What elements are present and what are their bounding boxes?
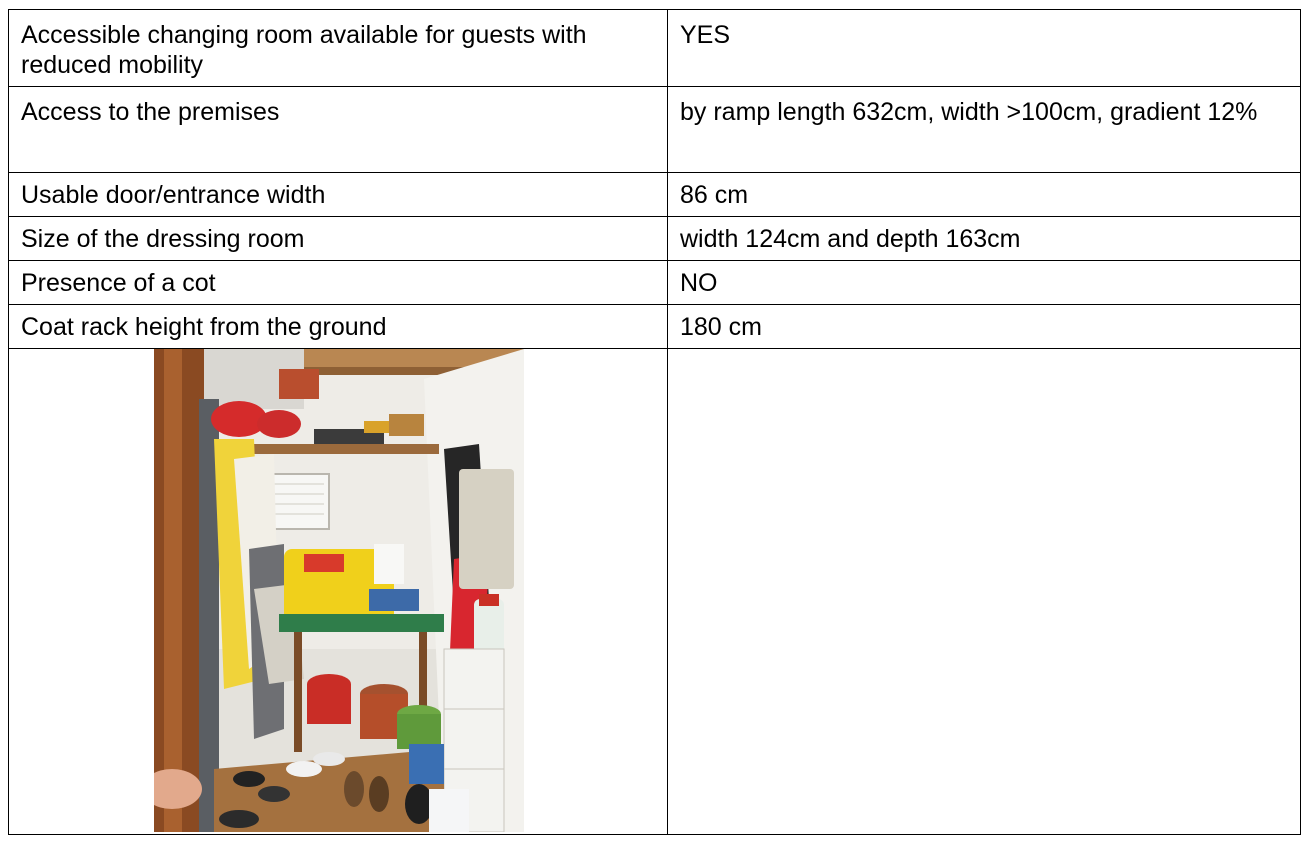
row-label-coat-rack-height: Coat rack height from the ground — [9, 305, 668, 349]
row-label-dressing-room-size: Size of the dressing room — [9, 217, 668, 261]
row-label-access-premises: Access to the premises — [9, 87, 668, 173]
row-value-access-premises: by ramp length 632cm, width >100cm, gradient 12% — [668, 87, 1301, 173]
row-value-accessible-changing-room: YES — [668, 10, 1301, 87]
row-value-cot: NO — [668, 261, 1301, 305]
row-label-accessible-changing-room: Accessible changing room available for guests with reduced mobility — [9, 10, 668, 87]
photo-empty-cell — [668, 349, 1301, 835]
row-label-door-width: Usable door/entrance width — [9, 173, 668, 217]
table-row — [9, 261, 1301, 305]
photo-cell — [9, 349, 668, 835]
table-row — [9, 10, 1301, 87]
row-value-door-width: 86 cm — [668, 173, 1301, 217]
row-value-dressing-room-size: width 124cm and depth 163cm — [668, 217, 1301, 261]
changing-room-photo — [154, 349, 524, 832]
table-row — [9, 173, 1301, 217]
row-label-cot: Presence of a cot — [9, 261, 668, 305]
table-row — [9, 305, 1301, 349]
row-value-coat-rack-height: 180 cm — [668, 305, 1301, 349]
accessibility-info-table — [8, 9, 1301, 835]
changing-room-illustration — [154, 349, 524, 832]
table-row — [9, 217, 1301, 261]
table-row-photo — [9, 349, 1301, 835]
table-row — [9, 87, 1301, 173]
